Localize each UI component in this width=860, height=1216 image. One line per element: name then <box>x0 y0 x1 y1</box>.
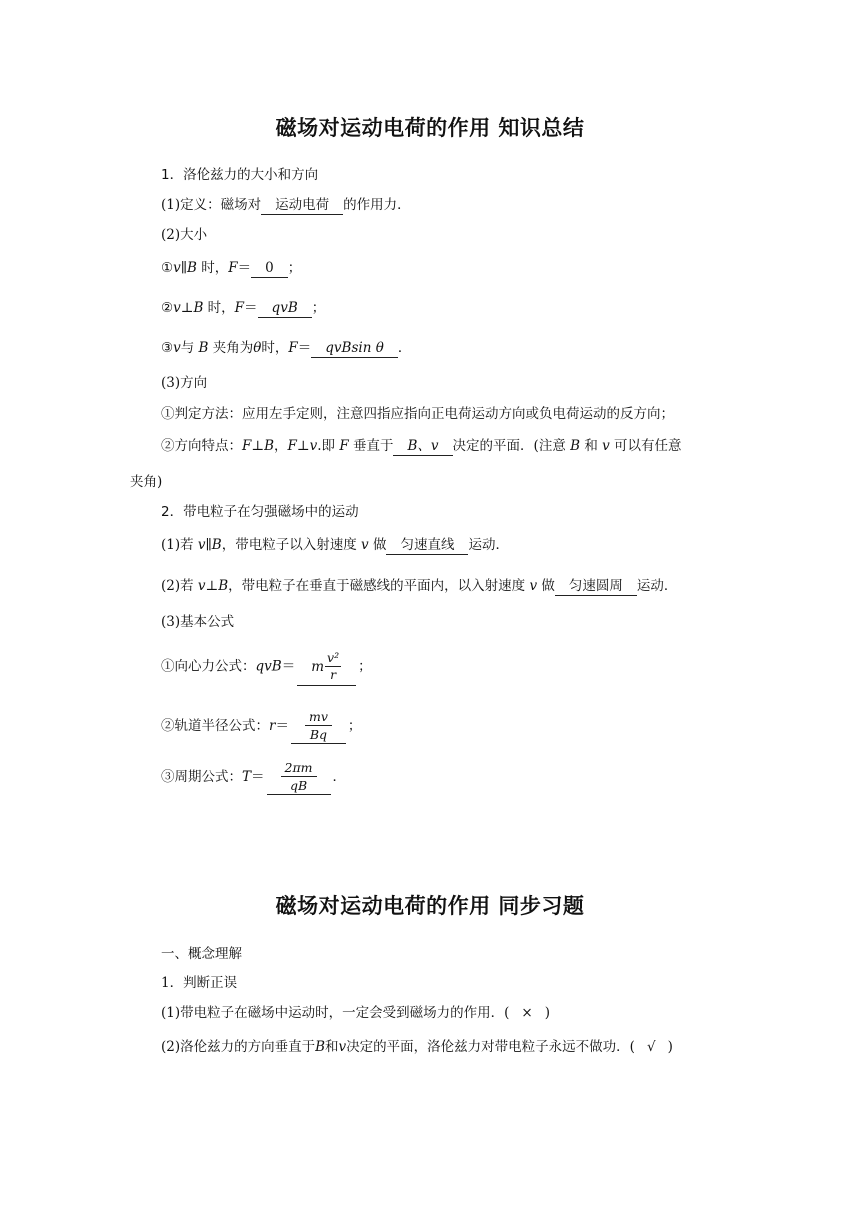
case-angle-answer: qvBsin θ <box>311 340 398 358</box>
punctuation: ； <box>287 260 302 276</box>
formula-centripetal-line <box>161 648 372 686</box>
punctuation: ． <box>332 769 347 785</box>
fraction-denominator: qB <box>289 778 308 793</box>
formula-prefix: ③周期公式： <box>161 769 242 785</box>
symbol-f: F <box>234 300 245 316</box>
formula-period-answer <box>267 760 331 795</box>
symbol-v: v <box>338 1039 347 1055</box>
case-number: ③ <box>161 340 174 356</box>
definition-answer: 运动电荷 <box>261 197 343 215</box>
motion-text: 运动． <box>468 537 509 553</box>
symbol-b: B <box>187 260 197 276</box>
definition-prefix: (1)定义：磁场对 <box>161 197 262 213</box>
fraction-denominator: r <box>330 667 337 682</box>
motion-parallel-line <box>161 535 509 555</box>
symbol-v: v <box>173 300 181 316</box>
feature-text: 决定的平面．(注意 <box>452 438 571 454</box>
symbol-perpendicular: ⊥ <box>296 438 310 454</box>
punctuation: ； <box>358 658 372 675</box>
symbol-b: B <box>198 340 209 356</box>
symbol-f: F <box>228 260 238 276</box>
case-number: ① <box>161 260 174 276</box>
exercise-section-label: 一、概念理解 <box>161 946 242 962</box>
answer-mark-cross: × <box>521 1005 533 1021</box>
formula-radius-answer <box>291 709 346 744</box>
exercise-item-text: (1)带电粒子在磁场中运动时，一定会受到磁场力的作用．( <box>161 1005 510 1021</box>
page-title-exercises: 磁场对运动电荷的作用 同步习题 <box>275 894 585 918</box>
exercise-item-1 <box>161 1003 550 1023</box>
equals-sign: ＝ <box>275 718 289 734</box>
case-text: 夹角为 <box>208 340 254 356</box>
case-number: ② <box>161 300 174 316</box>
equals-sign: ＝ <box>237 260 252 276</box>
symbol-perpendicular: ⊥ <box>180 300 194 316</box>
formula-label: (3)基本公式 <box>161 614 235 630</box>
case-text: 与 <box>180 340 199 356</box>
punctuation: ， <box>274 438 288 454</box>
motion-condition: v⊥B <box>197 578 229 594</box>
formula-lhs: qvB <box>255 658 282 675</box>
feature-text: 可以有任意 <box>609 438 682 454</box>
motion-perpendicular-answer: 匀速圆周 <box>555 578 637 596</box>
symbol-b: B <box>193 300 204 316</box>
definition-suffix: 的作用力． <box>343 197 411 213</box>
case-parallel-answer: 0 <box>251 260 288 278</box>
case-perpendicular-answer: qvB <box>258 300 312 318</box>
symbol-parallel: ∥ <box>180 260 187 276</box>
symbol-b: B <box>264 438 274 454</box>
exercise-item-text: 决定的平面，洛伦兹力对带电粒子永远不做功．( <box>346 1039 635 1055</box>
direction-feature-wrap: 夹角) <box>130 474 163 490</box>
direction-label: (3)方向 <box>161 375 208 391</box>
formula-prefix: ①向心力公式： <box>161 658 256 675</box>
exercise-item-2 <box>161 1037 673 1057</box>
section-heading-motion: 2．带电粒子在匀强磁场中的运动 <box>161 504 359 520</box>
case-text: 时， <box>261 340 289 356</box>
feature-text: 和 <box>580 438 603 454</box>
equals-sign: ＝ <box>244 300 258 316</box>
page-title-summary: 磁场对运动电荷的作用 知识总结 <box>275 116 585 140</box>
fraction-numerator: 2πm <box>281 760 317 777</box>
motion-perpendicular-line <box>161 576 677 596</box>
equals-sign: ＝ <box>251 769 265 785</box>
case-angle-line <box>161 338 411 358</box>
punctuation: ) <box>667 1039 673 1055</box>
motion-text: 做 <box>368 537 387 553</box>
definition-line <box>161 195 411 215</box>
formula-centripetal-answer <box>297 648 356 686</box>
exercise-question-heading: 1．判断正误 <box>161 975 238 991</box>
symbol-b: B <box>570 438 581 454</box>
motion-text: ，带电粒子在垂直于磁感线的平面内，以入射速度 <box>228 578 530 594</box>
motion-prefix: (1)若 <box>161 537 198 553</box>
formula-lhs: T <box>242 769 252 785</box>
symbol-f: F <box>288 340 298 356</box>
punctuation: ) <box>544 1005 550 1021</box>
motion-text: 做 <box>537 578 555 594</box>
symbol-perpendicular: ⊥ <box>251 438 265 454</box>
motion-prefix: (2)若 <box>161 578 198 594</box>
symbol-v: v <box>173 340 181 356</box>
symbol-theta: θ <box>253 340 262 356</box>
feature-text: 垂直于 <box>348 438 394 454</box>
case-perpendicular-line <box>161 298 325 318</box>
symbol-f: F <box>339 438 349 454</box>
motion-parallel-answer: 匀速直线 <box>386 537 468 555</box>
symbol-v: v <box>361 537 369 553</box>
size-label: (2)大小 <box>161 227 208 243</box>
motion-text: ，带电粒子以入射速度 <box>221 537 362 553</box>
mass-symbol: m <box>311 658 325 675</box>
fraction-v2-over-r <box>325 650 341 683</box>
direction-method-line: ①判定方法：应用左手定则，注意四指应指向正电荷运动方向或负电荷运动的反方向； <box>161 406 674 422</box>
feature-prefix: ②方向特点： <box>161 438 242 454</box>
motion-text: 运动． <box>636 578 678 594</box>
equals-sign: ＝ <box>281 658 296 675</box>
symbol-b: B <box>315 1039 326 1055</box>
section-heading-lorentz: 1．洛伦兹力的大小和方向 <box>161 167 319 183</box>
fraction-numerator: mv <box>305 709 332 726</box>
answer-mark-check: √ <box>646 1039 656 1055</box>
formula-period-line <box>161 759 346 795</box>
punctuation: ； <box>311 300 326 316</box>
symbol-v: v <box>602 438 610 454</box>
feature-text: .即 <box>317 438 340 454</box>
symbol-f: F <box>242 438 252 454</box>
formula-lhs: r <box>269 718 276 734</box>
direction-plane-answer: B、v <box>393 438 452 456</box>
punctuation: ． <box>397 340 412 356</box>
direction-feature-line <box>161 436 682 456</box>
case-text: 时， <box>196 260 229 276</box>
case-parallel-line <box>161 258 301 278</box>
punctuation: ； <box>347 718 362 734</box>
formula-radius-line <box>161 708 361 744</box>
fraction-denominator: Bq <box>309 727 328 742</box>
exercise-item-text: 和 <box>325 1039 339 1055</box>
equals-sign: ＝ <box>297 340 312 356</box>
exercise-item-text: (2)洛伦兹力的方向垂直于 <box>161 1039 316 1055</box>
symbol-f: F <box>287 438 297 454</box>
formula-prefix: ②轨道半径公式： <box>161 718 269 734</box>
symbol-v: v <box>309 438 318 454</box>
motion-condition: v∥B <box>197 537 222 553</box>
symbol-v: v <box>173 260 181 276</box>
fraction-numerator: v² <box>327 650 340 665</box>
case-text: 时， <box>203 300 235 316</box>
symbol-v: v <box>529 578 538 594</box>
